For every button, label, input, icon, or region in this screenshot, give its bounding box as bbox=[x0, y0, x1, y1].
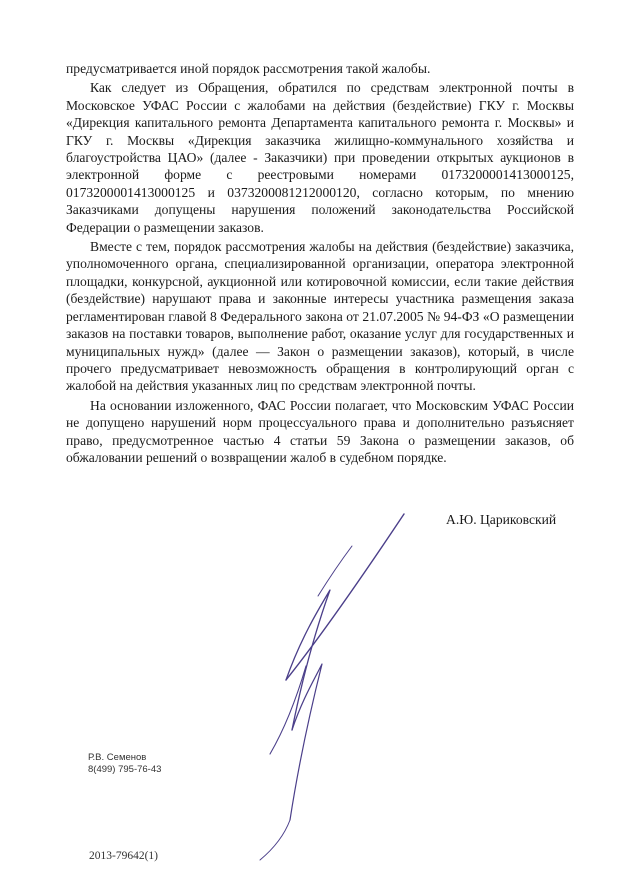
letter-body bbox=[66, 60, 574, 466]
signer-name: А.Ю. Цариковский bbox=[446, 512, 557, 527]
paragraph-procedure: Вместе с тем, порядок рассмотрения жалобы на действия (бездействие) заказчика, уполномоченного органа, специализированной организации, оператора электронной площадки, конкурсной, аукционной или котировочной комиссии, если такие действия (бездействие) нарушают права и законные интересы участника размещения заказа регламентирован главой 8 Федерального закона от 21.07.2005 № 94-ФЗ «О размещении заказов на поставки товаров, выполнение работ, оказание услуг для государственных и муниципальных нужд» (далее — Закон о размещении заказов), который, в числе прочего предусматривает невозможность обращения в контролирующий орган с жалобой на действия указанных лиц по средствам электронной почты. bbox=[66, 239, 574, 394]
paragraph-complaint: Как следует из Обращения, обратился по средствам электронной почты в Московское УФАС России с жалобами на действия (бездействие) ГКУ г. Москвы «Дирекция капитального ремонта Департамента капитального ремонта г. Москвы» и ГКУ г. Москвы «Дирекция заказчика жилищно-коммунального хозяйства и благоустройства ЦАО» (далее - Заказчики) при проведении открытых аукционов в электронной форме с реестровыми номерами 0173200001413000125, 0173200001413000125 и 0373200081212000120, согласно которым, по мнению Заказчиками допущены нарушения положений законодательства Российской Федерации о размещении заказов. bbox=[66, 80, 574, 235]
document-number: 2013-79642(1) bbox=[89, 850, 158, 862]
paragraph-conclusion: На основании изложенного, ФАС России полагает, что Московским УФАС России не допущено нарушений норм процессуального права и дополнительно разъясняет право, предусмотренное частью 4 статьи 59 Закона о размещении заказов, об обжаловании решений о возвращении жалоб в судебном порядке. bbox=[66, 397, 574, 465]
executor-name: Р.В. Семенов bbox=[88, 752, 147, 763]
executor-block bbox=[88, 752, 161, 775]
executor-phone: 8(499) 795-76-43 bbox=[88, 763, 162, 775]
paragraph-continuation: предусматривается иной порядок рассмотрения такой жалобы. bbox=[66, 61, 431, 76]
